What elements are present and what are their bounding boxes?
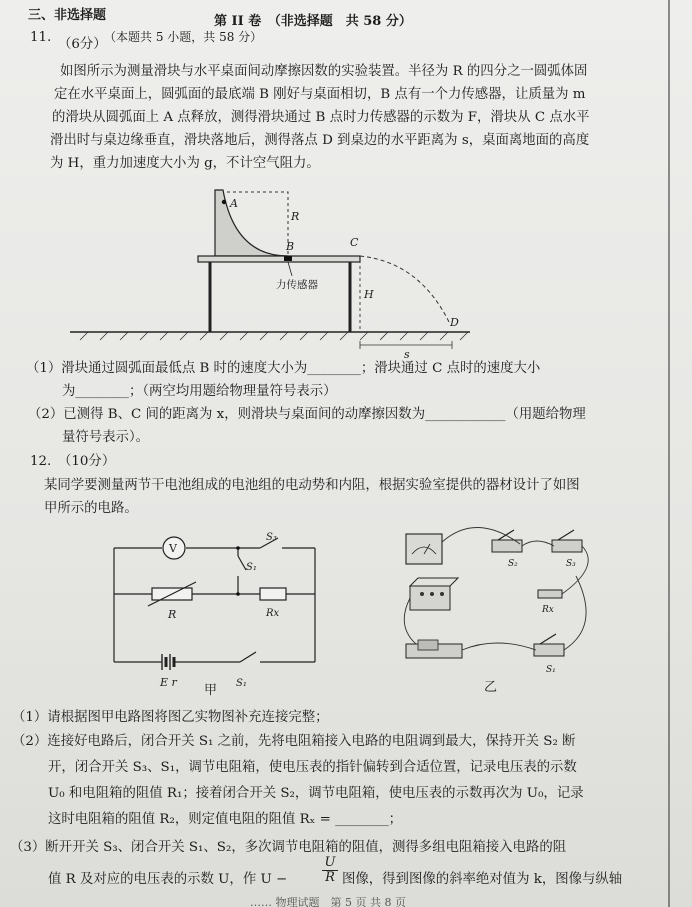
q11-sub2-line1: （2）已测得 B、C 间的距离为 x，则滑块与桌面间的动摩擦因数为____________（用题给物理 (28, 407, 586, 422)
q12-intro-line1: 某同学要测量两节干电池组成的电池组的电动势和内阻，根据实验室提供的器材设计了如图 (44, 478, 580, 493)
label-S1: S₁ (546, 665, 556, 675)
q12-sub2-line: 这时电阻箱的阻值 R₂，则定值电阻的阻值 Rₓ = ________； (48, 812, 403, 827)
volume-title: 第 II 卷 （非选择题 共 58 分） (214, 14, 412, 29)
label-s: s (404, 348, 410, 360)
label-R: R (291, 210, 300, 223)
caption-jia: 甲 (204, 683, 218, 698)
q11-line: 如图所示为测量滑块与水平桌面间动摩擦因数的实验装置。半径为 R 的四分之一圆弧体固 (60, 64, 588, 79)
label-E-r: E r (160, 676, 177, 689)
q11-number: 11. (30, 30, 52, 45)
q12-sub3-line2a: 值 R 及对应的电压表的示数 U，作 U − (48, 872, 288, 887)
label-B: B (286, 240, 295, 253)
q11-sub1-line1: （1）滑块通过圆弧面最低点 B 时的速度大小为________；滑块通过 C 点时的速度大小 (26, 361, 541, 376)
label-S1-lower: S₁ (236, 678, 247, 689)
q11-line: 的滑块从圆弧面上 A 点释放，测得滑块通过 B 点时力传感器的示数为 F，滑块从 C 点水平 (52, 110, 590, 125)
q11-line: 定在水平桌面上，圆弧面的最底端 B 刚好与桌面相切，B 点有一个力传感器，让质量为 m (54, 87, 586, 102)
q12-sub3-line1: （3）断开开关 S₃、闭合开关 S₁、S₂，多次调节电阻箱的阻值，测得多组电阻箱接入电路的阻 (10, 840, 567, 855)
voltmeter-label: V (169, 542, 177, 555)
q11-sub1-line2: 为________；（两空均用题给物理量符号表示） (62, 384, 337, 399)
label-S1-upper: S₁ (246, 562, 257, 573)
section-note: （本题共 5 小题，共 58 分） (104, 30, 263, 44)
q12-number: 12. (30, 454, 52, 469)
label-force-sensor: 力传感器 (276, 279, 318, 291)
q11-points: （6分） (58, 37, 107, 52)
q12-sub2-line: U₀ 和电阻箱的阻值 R₁；接着闭合开关 S₂，调节电阻箱，使电压表的示数再次为 U₀，记录 (48, 786, 584, 801)
q11-line: 为 H，重力加速度大小为 g，不计空气阻力。 (50, 156, 320, 171)
q11-sub2-line2: 量符号表示）。 (62, 430, 150, 445)
fraction-u-over-r (322, 856, 338, 886)
label-H: H (364, 288, 374, 301)
q12-intro-line2: 甲所示的电路。 (44, 501, 138, 516)
caption-yi: 乙 (484, 680, 498, 695)
q12-sub3-line2b: 图像，得到图像的斜率绝对值为 k，图像与纵轴 (342, 872, 623, 887)
label-S3: S₃ (266, 532, 277, 543)
label-Rx: Rx (266, 608, 280, 619)
label-R-box: R (168, 608, 177, 621)
fraction-denominator: R (322, 870, 338, 885)
label-S3: S₃ (566, 559, 576, 569)
section-title: 三、非选择题 (28, 8, 107, 23)
q12-points: （10分） (58, 454, 116, 469)
fraction-numerator: U (324, 855, 336, 870)
q11-apparatus-figure (60, 180, 480, 360)
wiring-diagram-yi (396, 516, 626, 692)
q11-line: 滑出时与桌边缘垂直，滑块落地后，测得落点 D 到桌边的水平距离为 s，桌面离地面的高度 (50, 133, 590, 148)
page-edge-line (668, 0, 670, 907)
q12-sub2-line: 开，闭合开关 S₃、S₁，调节电阻箱，使电压表的指针偏转到合适位置，记录电压表的示数 (48, 760, 577, 775)
page-footer: …… 物理试题 第 5 页 共 8 页 (250, 896, 406, 907)
label-S2: S₂ (508, 559, 518, 569)
label-A: A (230, 197, 238, 210)
q12-sub1: （1）请根据图甲电路图将图乙实物图补充连接完整； (12, 710, 329, 725)
label-C: C (350, 236, 359, 249)
label-D: D (450, 316, 459, 329)
circuit-diagram-jia (100, 526, 330, 696)
label-Rx: Rx (542, 605, 554, 615)
q12-sub2-line: （2）连接好电路后，闭合开关 S₁ 之前，先将电阻箱接入电路的电阻调到最大，保持开关 S₂ 断 (12, 734, 576, 749)
